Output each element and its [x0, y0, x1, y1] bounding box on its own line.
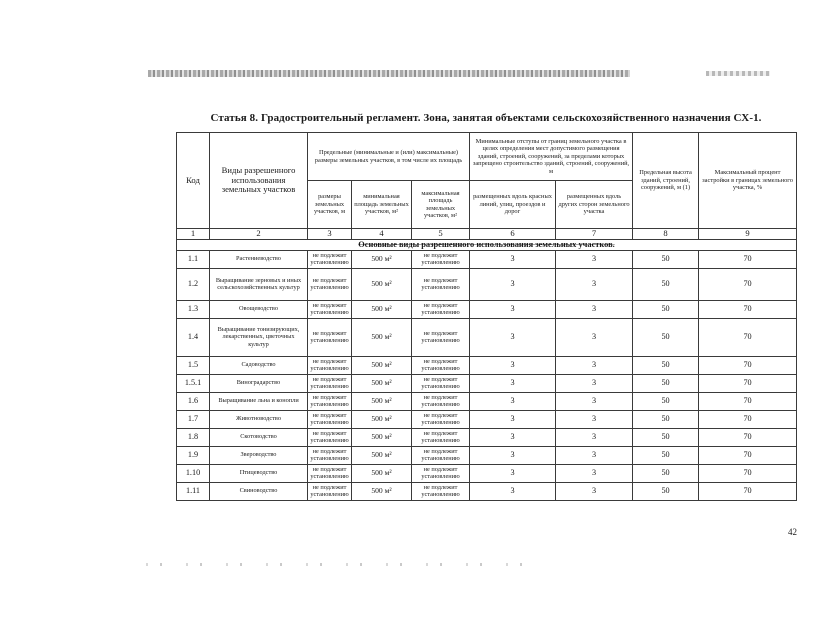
row-setback-other: 3	[556, 250, 633, 268]
row-min-area: 500 м²	[352, 428, 412, 446]
row-setback-red: 3	[470, 374, 556, 392]
row-height: 50	[633, 428, 699, 446]
section-row	[177, 239, 797, 250]
row-height: 50	[633, 300, 699, 318]
page-title: Статья 8. Градостроительный регламент. Зона, занятая объектами сельскохозяйственного назначения СХ-1.	[210, 112, 762, 124]
row-min-area: 500 м²	[352, 268, 412, 300]
row-code: 1.9	[177, 446, 210, 464]
row-height: 50	[633, 482, 699, 500]
column-number: 2	[210, 229, 308, 240]
row-coverage: 70	[699, 446, 797, 464]
row-name: Выращивание льна и конопли	[210, 392, 308, 410]
row-code: 1.1	[177, 250, 210, 268]
row-max-area: не подлежит установлению	[412, 446, 470, 464]
table-row	[177, 410, 797, 428]
row-dims: не подлежит установлению	[308, 374, 352, 392]
row-setback-red: 3	[470, 428, 556, 446]
scan-artifact-top	[148, 70, 630, 77]
row-setback-other: 3	[556, 446, 633, 464]
row-min-area: 500 м²	[352, 410, 412, 428]
row-height: 50	[633, 268, 699, 300]
row-setback-other: 3	[556, 300, 633, 318]
row-height: 50	[633, 392, 699, 410]
row-setback-other: 3	[556, 482, 633, 500]
row-name: Овощеводство	[210, 300, 308, 318]
row-name: Садоводство	[210, 356, 308, 374]
row-dims: не подлежит установлению	[308, 464, 352, 482]
row-max-area: не подлежит установлению	[412, 392, 470, 410]
row-setback-other: 3	[556, 410, 633, 428]
table-row	[177, 268, 797, 300]
row-coverage: 70	[699, 374, 797, 392]
column-number: 3	[308, 229, 352, 240]
row-dims: не подлежит установлению	[308, 410, 352, 428]
row-name: Выращивание тонизирующих, лекарственных, цветочных культур	[210, 318, 308, 356]
row-coverage: 70	[699, 392, 797, 410]
row-dims: не подлежит установлению	[308, 392, 352, 410]
row-setback-red: 3	[470, 482, 556, 500]
regulation-table	[176, 132, 797, 501]
row-setback-other: 3	[556, 268, 633, 300]
column-number: 4	[352, 229, 412, 240]
row-max-area: не подлежит установлению	[412, 300, 470, 318]
row-max-area: не подлежит установлению	[412, 428, 470, 446]
table-row	[177, 464, 797, 482]
row-dims: не подлежит установлению	[308, 268, 352, 300]
row-setback-red: 3	[470, 410, 556, 428]
row-min-area: 500 м²	[352, 446, 412, 464]
column-number: 5	[412, 229, 470, 240]
row-height: 50	[633, 464, 699, 482]
row-setback-other: 3	[556, 356, 633, 374]
row-max-area: не подлежит установлению	[412, 374, 470, 392]
row-dims: не подлежит установлению	[308, 428, 352, 446]
row-setback-red: 3	[470, 268, 556, 300]
table-row	[177, 250, 797, 268]
row-setback-red: 3	[470, 392, 556, 410]
table-row	[177, 428, 797, 446]
row-coverage: 70	[699, 464, 797, 482]
column-number: 6	[470, 229, 556, 240]
header-sizes-group: Предельные (минимальные и (или) максимальные) размеры земельных участков, в том числе их площадь	[308, 133, 470, 181]
row-coverage: 70	[699, 356, 797, 374]
row-height: 50	[633, 318, 699, 356]
row-name: Птицеводство	[210, 464, 308, 482]
row-height: 50	[633, 374, 699, 392]
header-code: Код	[177, 133, 210, 229]
row-max-area: не подлежит установлению	[412, 268, 470, 300]
row-setback-red: 3	[470, 464, 556, 482]
row-code: 1.4	[177, 318, 210, 356]
row-setback-red: 3	[470, 250, 556, 268]
row-coverage: 70	[699, 250, 797, 268]
row-setback-red: 3	[470, 318, 556, 356]
header-setbacks-group: Минимальные отступы от границ земельного участка в целях определения мест допустимого размещения зданий, строений, сооружений, за пределами которых запрещено строительство зданий, строений, сооружений, м	[470, 133, 633, 181]
column-number: 1	[177, 229, 210, 240]
header-max-area: максимальная площадь земельных участков, м²	[412, 181, 470, 229]
header-min-area: минимальная площадь земельных участков, м²	[352, 181, 412, 229]
row-min-area: 500 м²	[352, 250, 412, 268]
row-name: Звероводство	[210, 446, 308, 464]
row-max-area: не подлежит установлению	[412, 318, 470, 356]
row-coverage: 70	[699, 300, 797, 318]
row-max-area: не подлежит установлению	[412, 250, 470, 268]
row-dims: не подлежит установлению	[308, 446, 352, 464]
row-min-area: 500 м²	[352, 300, 412, 318]
row-name: Виноградарство	[210, 374, 308, 392]
header-size-dims: размеры земельных участков, м	[308, 181, 352, 229]
table-row	[177, 446, 797, 464]
row-dims: не подлежит установлению	[308, 482, 352, 500]
header-coverage: Максимальный процент застройки в границах земельного участка, %	[699, 133, 797, 229]
row-max-area: не подлежит установлению	[412, 482, 470, 500]
table-row	[177, 374, 797, 392]
row-code: 1.3	[177, 300, 210, 318]
row-setback-other: 3	[556, 428, 633, 446]
row-min-area: 500 м²	[352, 318, 412, 356]
row-code: 1.7	[177, 410, 210, 428]
row-min-area: 500 м²	[352, 356, 412, 374]
row-height: 50	[633, 410, 699, 428]
row-setback-other: 3	[556, 318, 633, 356]
row-setback-other: 3	[556, 464, 633, 482]
table-row	[177, 356, 797, 374]
row-setback-other: 3	[556, 374, 633, 392]
row-min-area: 500 м²	[352, 482, 412, 500]
row-dims: не подлежит установлению	[308, 356, 352, 374]
row-max-area: не подлежит установлению	[412, 410, 470, 428]
row-code: 1.10	[177, 464, 210, 482]
header-kinds: Виды разрешенного использования земельных участков	[210, 133, 308, 229]
row-setback-other: 3	[556, 392, 633, 410]
row-name: Выращивание зерновых и иных сельскохозяйственных культур	[210, 268, 308, 300]
row-coverage: 70	[699, 268, 797, 300]
table-row	[177, 318, 797, 356]
scan-artifact-top-right	[706, 71, 770, 76]
column-number: 8	[633, 229, 699, 240]
section-title: Основные виды разрешенного использования земельных участков.	[177, 239, 797, 250]
scan-artifact-bottom	[146, 563, 526, 566]
row-min-area: 500 м²	[352, 374, 412, 392]
row-name: Скотоводство	[210, 428, 308, 446]
header-setback-red: размещенных вдоль красных линий, улиц, проездов и дорог	[470, 181, 556, 229]
column-number: 7	[556, 229, 633, 240]
row-code: 1.11	[177, 482, 210, 500]
row-setback-red: 3	[470, 356, 556, 374]
row-coverage: 70	[699, 410, 797, 428]
row-max-area: не подлежит установлению	[412, 356, 470, 374]
row-name: Растениеводство	[210, 250, 308, 268]
row-code: 1.5.1	[177, 374, 210, 392]
header-setback-other: размещенных вдоль других сторон земельного участка	[556, 181, 633, 229]
column-number-row	[177, 229, 797, 240]
header-height: Предельная высота зданий, строений, сооружений, м (1)	[633, 133, 699, 229]
row-code: 1.8	[177, 428, 210, 446]
row-coverage: 70	[699, 428, 797, 446]
row-code: 1.5	[177, 356, 210, 374]
row-name: Животноводство	[210, 410, 308, 428]
row-dims: не подлежит установлению	[308, 300, 352, 318]
table-row	[177, 300, 797, 318]
row-height: 50	[633, 356, 699, 374]
row-height: 50	[633, 446, 699, 464]
table-row	[177, 392, 797, 410]
row-max-area: не подлежит установлению	[412, 464, 470, 482]
row-code: 1.2	[177, 268, 210, 300]
row-dims: не подлежит установлению	[308, 250, 352, 268]
row-min-area: 500 м²	[352, 464, 412, 482]
row-coverage: 70	[699, 318, 797, 356]
table-row	[177, 482, 797, 500]
row-setback-red: 3	[470, 300, 556, 318]
row-name: Свиноводство	[210, 482, 308, 500]
row-height: 50	[633, 250, 699, 268]
row-dims: не подлежит установлению	[308, 318, 352, 356]
row-coverage: 70	[699, 482, 797, 500]
row-setback-red: 3	[470, 446, 556, 464]
row-code: 1.6	[177, 392, 210, 410]
page-number: 42	[788, 527, 797, 537]
column-number: 9	[699, 229, 797, 240]
row-min-area: 500 м²	[352, 392, 412, 410]
